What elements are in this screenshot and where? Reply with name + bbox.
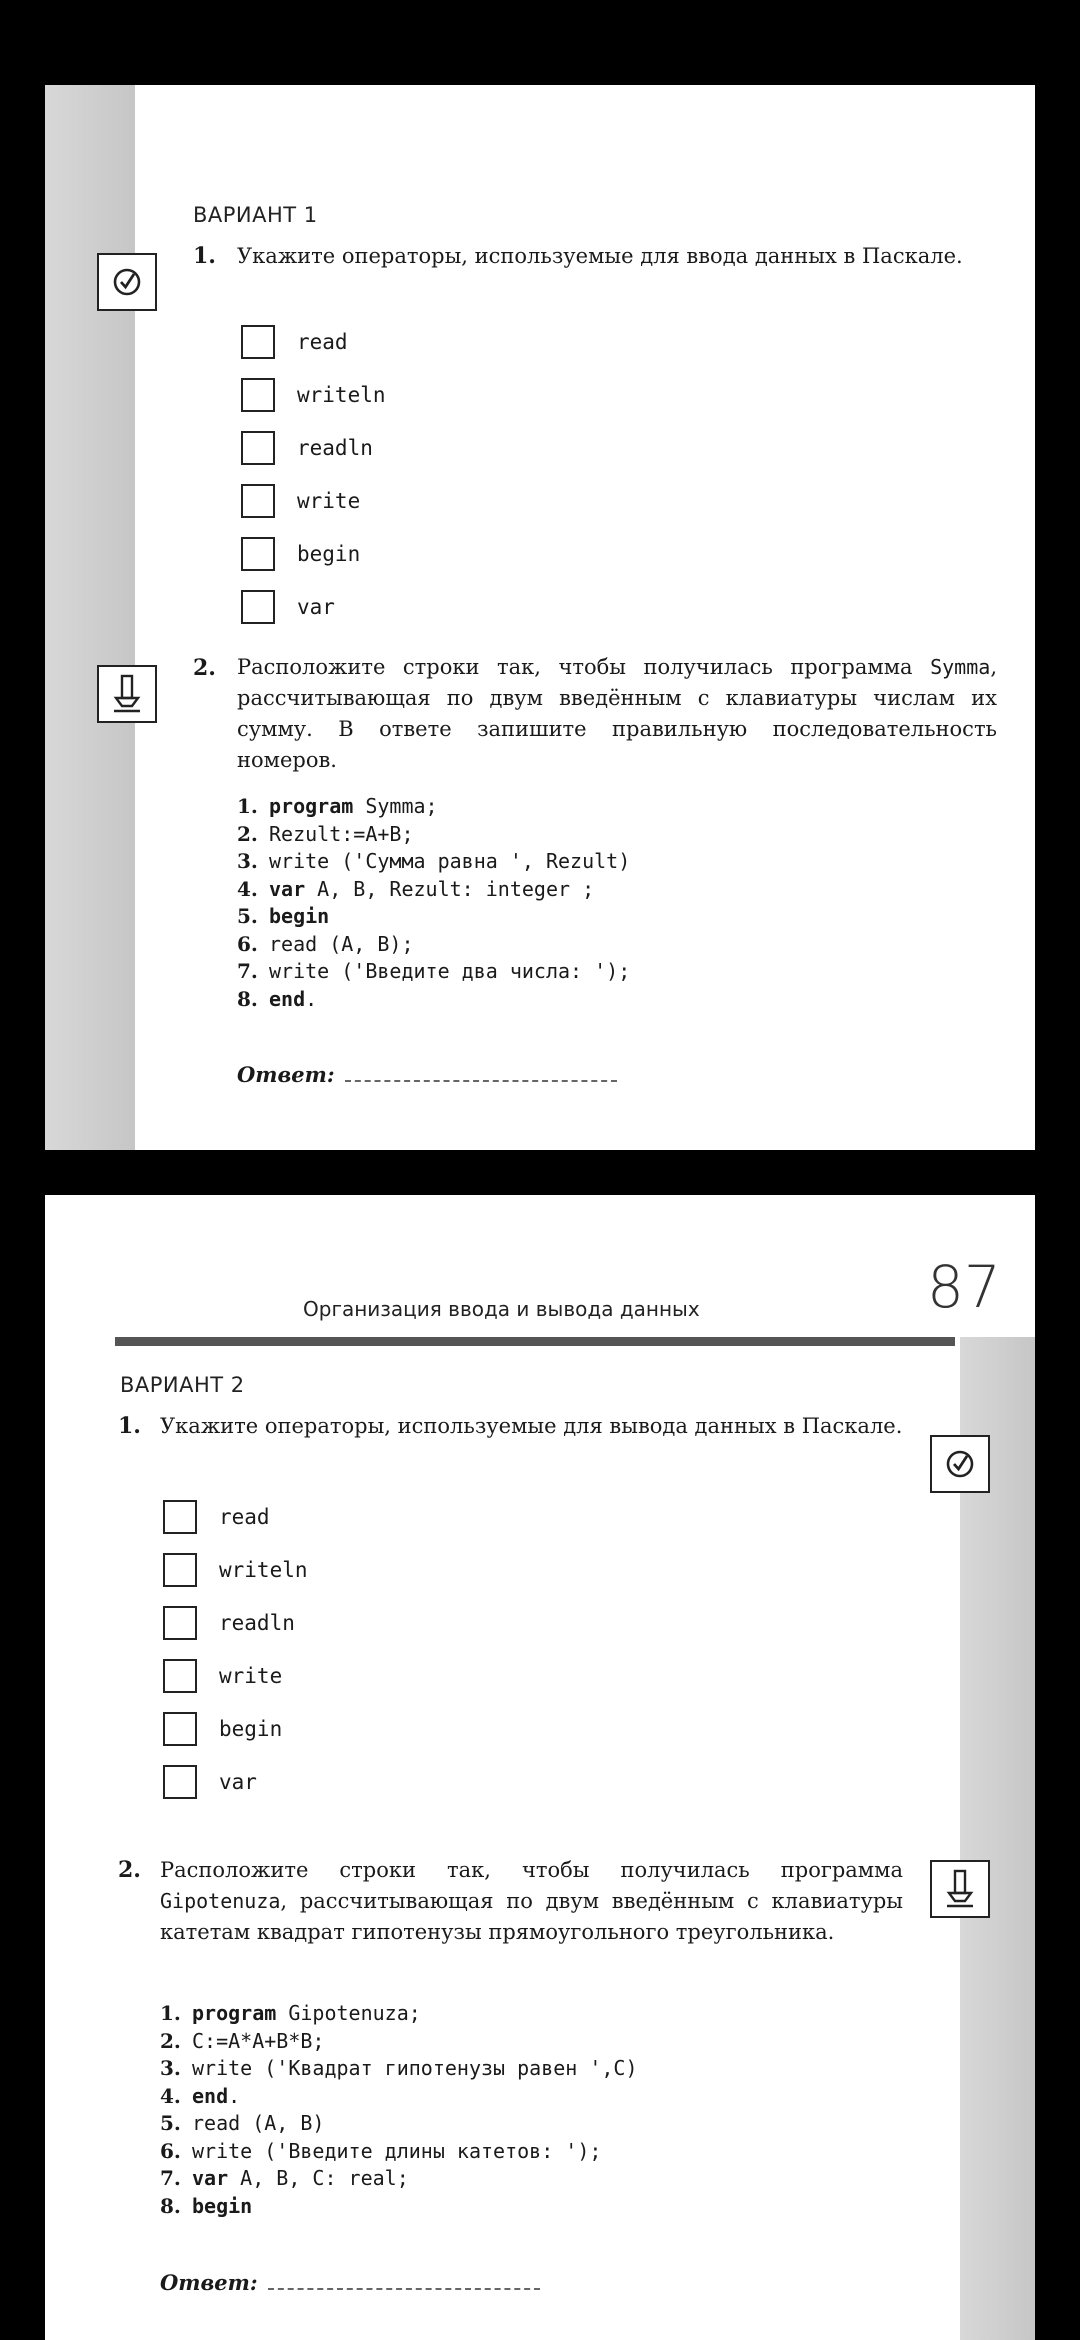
question-text-start: Расположите строки так, чтобы получилась программа [160,1858,903,1882]
code-line-number: 3. [237,849,258,873]
code-text: C:=A*A+B*B; [192,2028,325,2053]
answer-options [241,315,386,633]
code-line-number: 6. [237,931,258,956]
code-text: read (A, B); [269,931,414,956]
code-keyword: begin [269,904,330,928]
option-label: writeln [219,1557,308,1582]
code-text: write ('Введите длины катетов: '); [192,2138,602,2163]
code-line [237,958,630,986]
code-text: Rezult:=A+B; [269,821,414,846]
option-label: writeln [297,382,386,407]
code-line [160,2055,638,2083]
option-label: readln [219,1610,295,1635]
code-line [160,2110,638,2138]
code-text: write ('Сумма равна ', Rezult) [269,849,631,873]
option-label: begin [297,541,361,566]
question-text-end: , рассчитывающая по двум введённым с клавиатуры катетам квадрат гипотенузы прямоугольного треугольника. [160,1889,903,1944]
checkbox[interactable] [163,1500,197,1534]
question-number: 2. [193,655,216,681]
option-label: readln [297,435,373,460]
code-line [160,2138,638,2166]
code-line [237,821,630,849]
answer-option[interactable] [241,527,386,580]
code-line [160,2193,638,2221]
answer-option[interactable] [241,421,386,474]
check-circle-icon [97,253,157,311]
answer-field[interactable] [160,2270,540,2295]
code-line-number: 6. [160,2138,181,2163]
code-keyword: end [192,2083,229,2108]
code-line-number: 4. [160,2083,181,2108]
option-label: var [297,594,335,619]
code-keyword: program [269,794,354,818]
question-number: 1. [118,1413,141,1439]
option-label: var [219,1769,257,1794]
worksheet-page-variant-1 [45,85,1035,1150]
code-line-number: 8. [237,986,258,1011]
code-line [237,986,630,1014]
checkbox[interactable] [241,537,275,571]
code-line-number: 4. [237,876,258,901]
code-keyword: var [269,876,306,901]
code-line-number: 2. [160,2028,181,2053]
running-header-title: Организация ввода и вывода данных [303,1297,700,1321]
checkbox[interactable] [241,484,275,518]
variant-heading: ВАРИАНТ 2 [120,1373,245,1397]
code-line-number: 1. [237,794,258,818]
code-line-number: 1. [160,2001,181,2025]
option-label: write [219,1663,283,1688]
answer-label: Ответ: [160,2270,258,2295]
checkbox[interactable] [163,1659,197,1693]
code-text: write ('Введите два числа: '); [269,959,631,983]
question-text: Укажите операторы, используемые для вывода данных в Паскале. [160,1414,903,1438]
input-device-icon [930,1860,990,1918]
answer-option[interactable] [241,315,386,368]
code-text: . [228,2083,241,2108]
code-line [160,2000,638,2028]
code-line-number: 3. [160,2056,181,2080]
question-text-start: Расположите строки так, чтобы получилась программа [237,655,913,679]
checkbox[interactable] [163,1765,197,1799]
code-line [237,793,630,821]
code-line [237,848,630,876]
page-gutter [45,85,135,1150]
question-text-end: , рассчитывающая по двум введённым с клавиатуры числам их сумму. В ответе запишите правильную последовательность номеров. [237,655,997,772]
option-label: read [297,329,348,354]
question-number: 1. [193,243,216,269]
code-keyword: var [192,2166,229,2190]
answer-line[interactable] [268,2270,540,2290]
checkbox[interactable] [241,325,275,359]
program-name: Symma [930,655,991,679]
answer-option[interactable] [163,1596,308,1649]
code-line-number: 5. [237,904,258,928]
code-line-number: 2. [237,821,258,846]
code-text: write ('Квадрат гипотенузы равен ',C) [192,2056,638,2080]
checkbox[interactable] [241,590,275,624]
header-rule [115,1337,955,1346]
answer-label: Ответ: [237,1062,335,1087]
checkbox[interactable] [241,378,275,412]
program-name: Gipotenuza [160,1889,281,1913]
check-circle-icon [930,1435,990,1493]
answer-option[interactable] [163,1702,308,1755]
page-number: 87 [927,1253,1001,1321]
answer-option[interactable] [241,580,386,633]
variant-heading: ВАРИАНТ 1 [193,203,318,227]
question-text [160,1855,903,1948]
question-text: Укажите операторы, используемые для ввода данных в Паскале. [237,244,963,268]
answer-options [163,1490,308,1808]
code-line-number: 8. [160,2193,181,2218]
option-label: read [219,1504,270,1529]
code-line-number: 5. [160,2111,181,2135]
code-keyword: begin [192,2193,253,2218]
answer-option[interactable] [163,1490,308,1543]
checkbox[interactable] [163,1606,197,1640]
code-text: A, B, Rezult: integer ; [305,876,595,901]
question-text [237,652,997,776]
code-text: read (A, B) [192,2111,325,2135]
code-line-number: 7. [160,2166,181,2190]
option-label: begin [219,1716,283,1741]
input-device-icon [97,665,157,723]
code-keyword: program [192,2001,277,2025]
code-text: A, B, C: real; [228,2166,409,2190]
answer-option[interactable] [241,474,386,527]
code-line [237,903,630,931]
code-keyword: end [269,986,306,1011]
code-line [160,2083,638,2111]
answer-option[interactable] [241,368,386,421]
code-text: Gipotenuza; [276,2001,421,2025]
code-line [160,2028,638,2056]
code-text: . [305,986,318,1011]
code-line [160,2165,638,2193]
code-listing [160,2000,638,2220]
answer-option[interactable] [163,1649,308,1702]
code-text: Symma; [353,794,438,818]
answer-field[interactable] [237,1062,617,1087]
checkbox[interactable] [163,1712,197,1746]
checkbox[interactable] [241,431,275,465]
answer-option[interactable] [163,1543,308,1596]
answer-line[interactable] [345,1062,617,1082]
worksheet-page-variant-2 [45,1195,1035,2340]
answer-option[interactable] [163,1755,308,1808]
checkbox[interactable] [163,1553,197,1587]
option-label: write [297,488,361,513]
code-line-number: 7. [237,959,258,983]
code-listing [237,793,630,1013]
code-line [237,931,630,959]
question-number: 2. [118,1857,141,1883]
code-line [237,876,630,904]
